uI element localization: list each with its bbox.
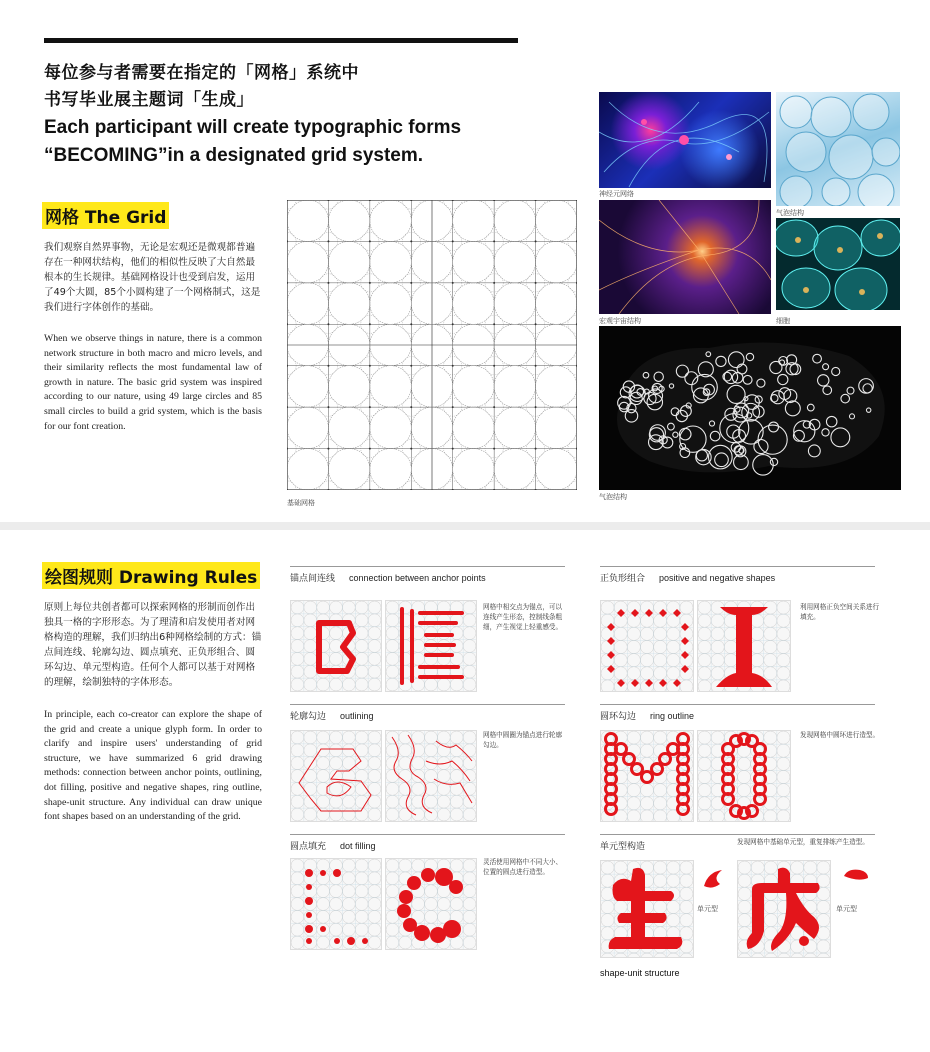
rule-head-outlining: 轮廓勾边 outlining <box>290 704 565 722</box>
rules-body-en: In principle, each co-creator can explore the shape of the grid and create a unique glyph form. In order to clarify and inspire users' understanding of grid structure, we have summarized 6 grid drawing methods: connection between anchor points, outlining, dot filling, positive and negative shapes, ring outline, shape-unit structure. Any individual can draw unique font shapes based on an understanding of the grid. <box>44 709 262 823</box>
drawing-rules-page <box>0 530 930 1052</box>
rule-head-dot: 圆点填充 dot filling <box>290 834 565 852</box>
grid-body-en: When we observe things in nature, there is a common network structure in both macro and micro levels, and their similarity reflects the most fundamental law of growth in nature. The basic grid system was inspired according to our nature, using 49 large circles and 85 small circles to build a grid system, which is the basis for our font creation. <box>44 333 262 432</box>
example-ring-o <box>697 730 791 822</box>
example-ring-m <box>600 730 694 822</box>
example-anchor-b <box>290 600 382 692</box>
example-outline-2 <box>385 730 477 822</box>
photo-neuron-network <box>599 92 771 188</box>
photo-foam <box>599 326 901 490</box>
grid-caption: 基础网格 <box>287 499 315 507</box>
rule-note-posneg: 利用网格正负空间关系进行填充。 <box>800 603 880 621</box>
unit-shape-1 <box>698 864 730 896</box>
top-rule <box>44 38 518 43</box>
headline-en-2: “BECOMING”in a designated grid system. <box>44 145 424 166</box>
example-anchor-e <box>385 600 477 692</box>
example-outline-1 <box>290 730 382 822</box>
example-unit-cheng <box>737 860 831 958</box>
rule-head-posneg: 正负形组合 positive and negative shapes <box>600 566 875 584</box>
example-unit-sheng <box>600 860 694 958</box>
headline-en-1: Each participant will create typographic forms <box>44 117 462 138</box>
photo-caption-2: 气泡结构 <box>776 209 804 217</box>
example-dot-2 <box>385 858 477 950</box>
grid-body-zh: 我们观察自然界事物，无论是宏观还是微观都普遍存在一种网状结构，他们的相似性反映了大自然最根本的生长规律。基础网格设计也受到启发，运用了49个大圆，85个小圆构建了一个网格制式，这是我们进行字体创作的基础。 <box>44 242 261 313</box>
headline-zh-1: 每位参与者需要在指定的「网格」系统中 <box>44 63 359 83</box>
rule-note-anchor: 网格中相交点为锚点，可以连线产生形态，控制线条粗细，产生视觉上轻重感受。 <box>483 603 563 631</box>
example-posneg-o <box>600 600 694 692</box>
headline-zh-2: 书写毕业展主题词「生成」 <box>44 90 254 110</box>
unit-footer-en: shape-unit structure <box>600 968 680 978</box>
rule-note-ring: 发现网格中圆环进行造型。 <box>800 731 880 739</box>
basic-grid-figure <box>287 200 577 490</box>
photo-caption-3: 宏观宇宙结构 <box>599 317 641 325</box>
photo-caption-5: 气泡结构 <box>599 493 627 501</box>
photo-cosmic-web <box>599 200 771 314</box>
photo-caption-4: 细胞 <box>776 317 790 325</box>
rule-note-dot: 灵活使用网格中不同大小、位置的圆点进行造型。 <box>483 858 563 876</box>
photo-bubbles <box>776 92 900 206</box>
headline <box>44 60 584 170</box>
grid-page <box>0 0 930 522</box>
photo-caption-1: 神经元网络 <box>599 190 634 198</box>
example-dot-1 <box>290 858 382 950</box>
rule-head-ring: 圆环勾边 ring outline <box>600 704 875 722</box>
rule-head-unit: 单元型构造 <box>600 834 875 852</box>
rule-note-outlining: 网格中圆圈为锚点进行轮廓勾边。 <box>483 731 563 749</box>
example-posneg-i <box>697 600 791 692</box>
rule-note-unit: 发现网格中基础单元型，重复排练产生造型。 <box>737 838 869 846</box>
unit-label-2: 单元型 <box>836 905 857 913</box>
rules-body-zh: 原则上每位共创者都可以探索网格的形制而创作出独具一格的字形形态。为了理清和启发使用者对网格构造的理解，我们归纳出6种网格绘制的方式：锚点间连线、轮廓勾边、圆点填充、正负形组合、圆环勾边、单元型构造。任何个人都可以基于对网格的理解，绘制独特的字体形态。 <box>44 602 262 688</box>
rule-head-anchor: 锚点间连线 connection between anchor points <box>290 566 565 584</box>
unit-label-1: 单元型 <box>697 905 718 913</box>
grid-section-title: 网格 The Grid <box>42 202 169 229</box>
unit-shape-2 <box>838 864 872 886</box>
photo-cells <box>776 218 900 310</box>
rules-section-title: 绘图规则 Drawing Rules <box>42 562 260 589</box>
